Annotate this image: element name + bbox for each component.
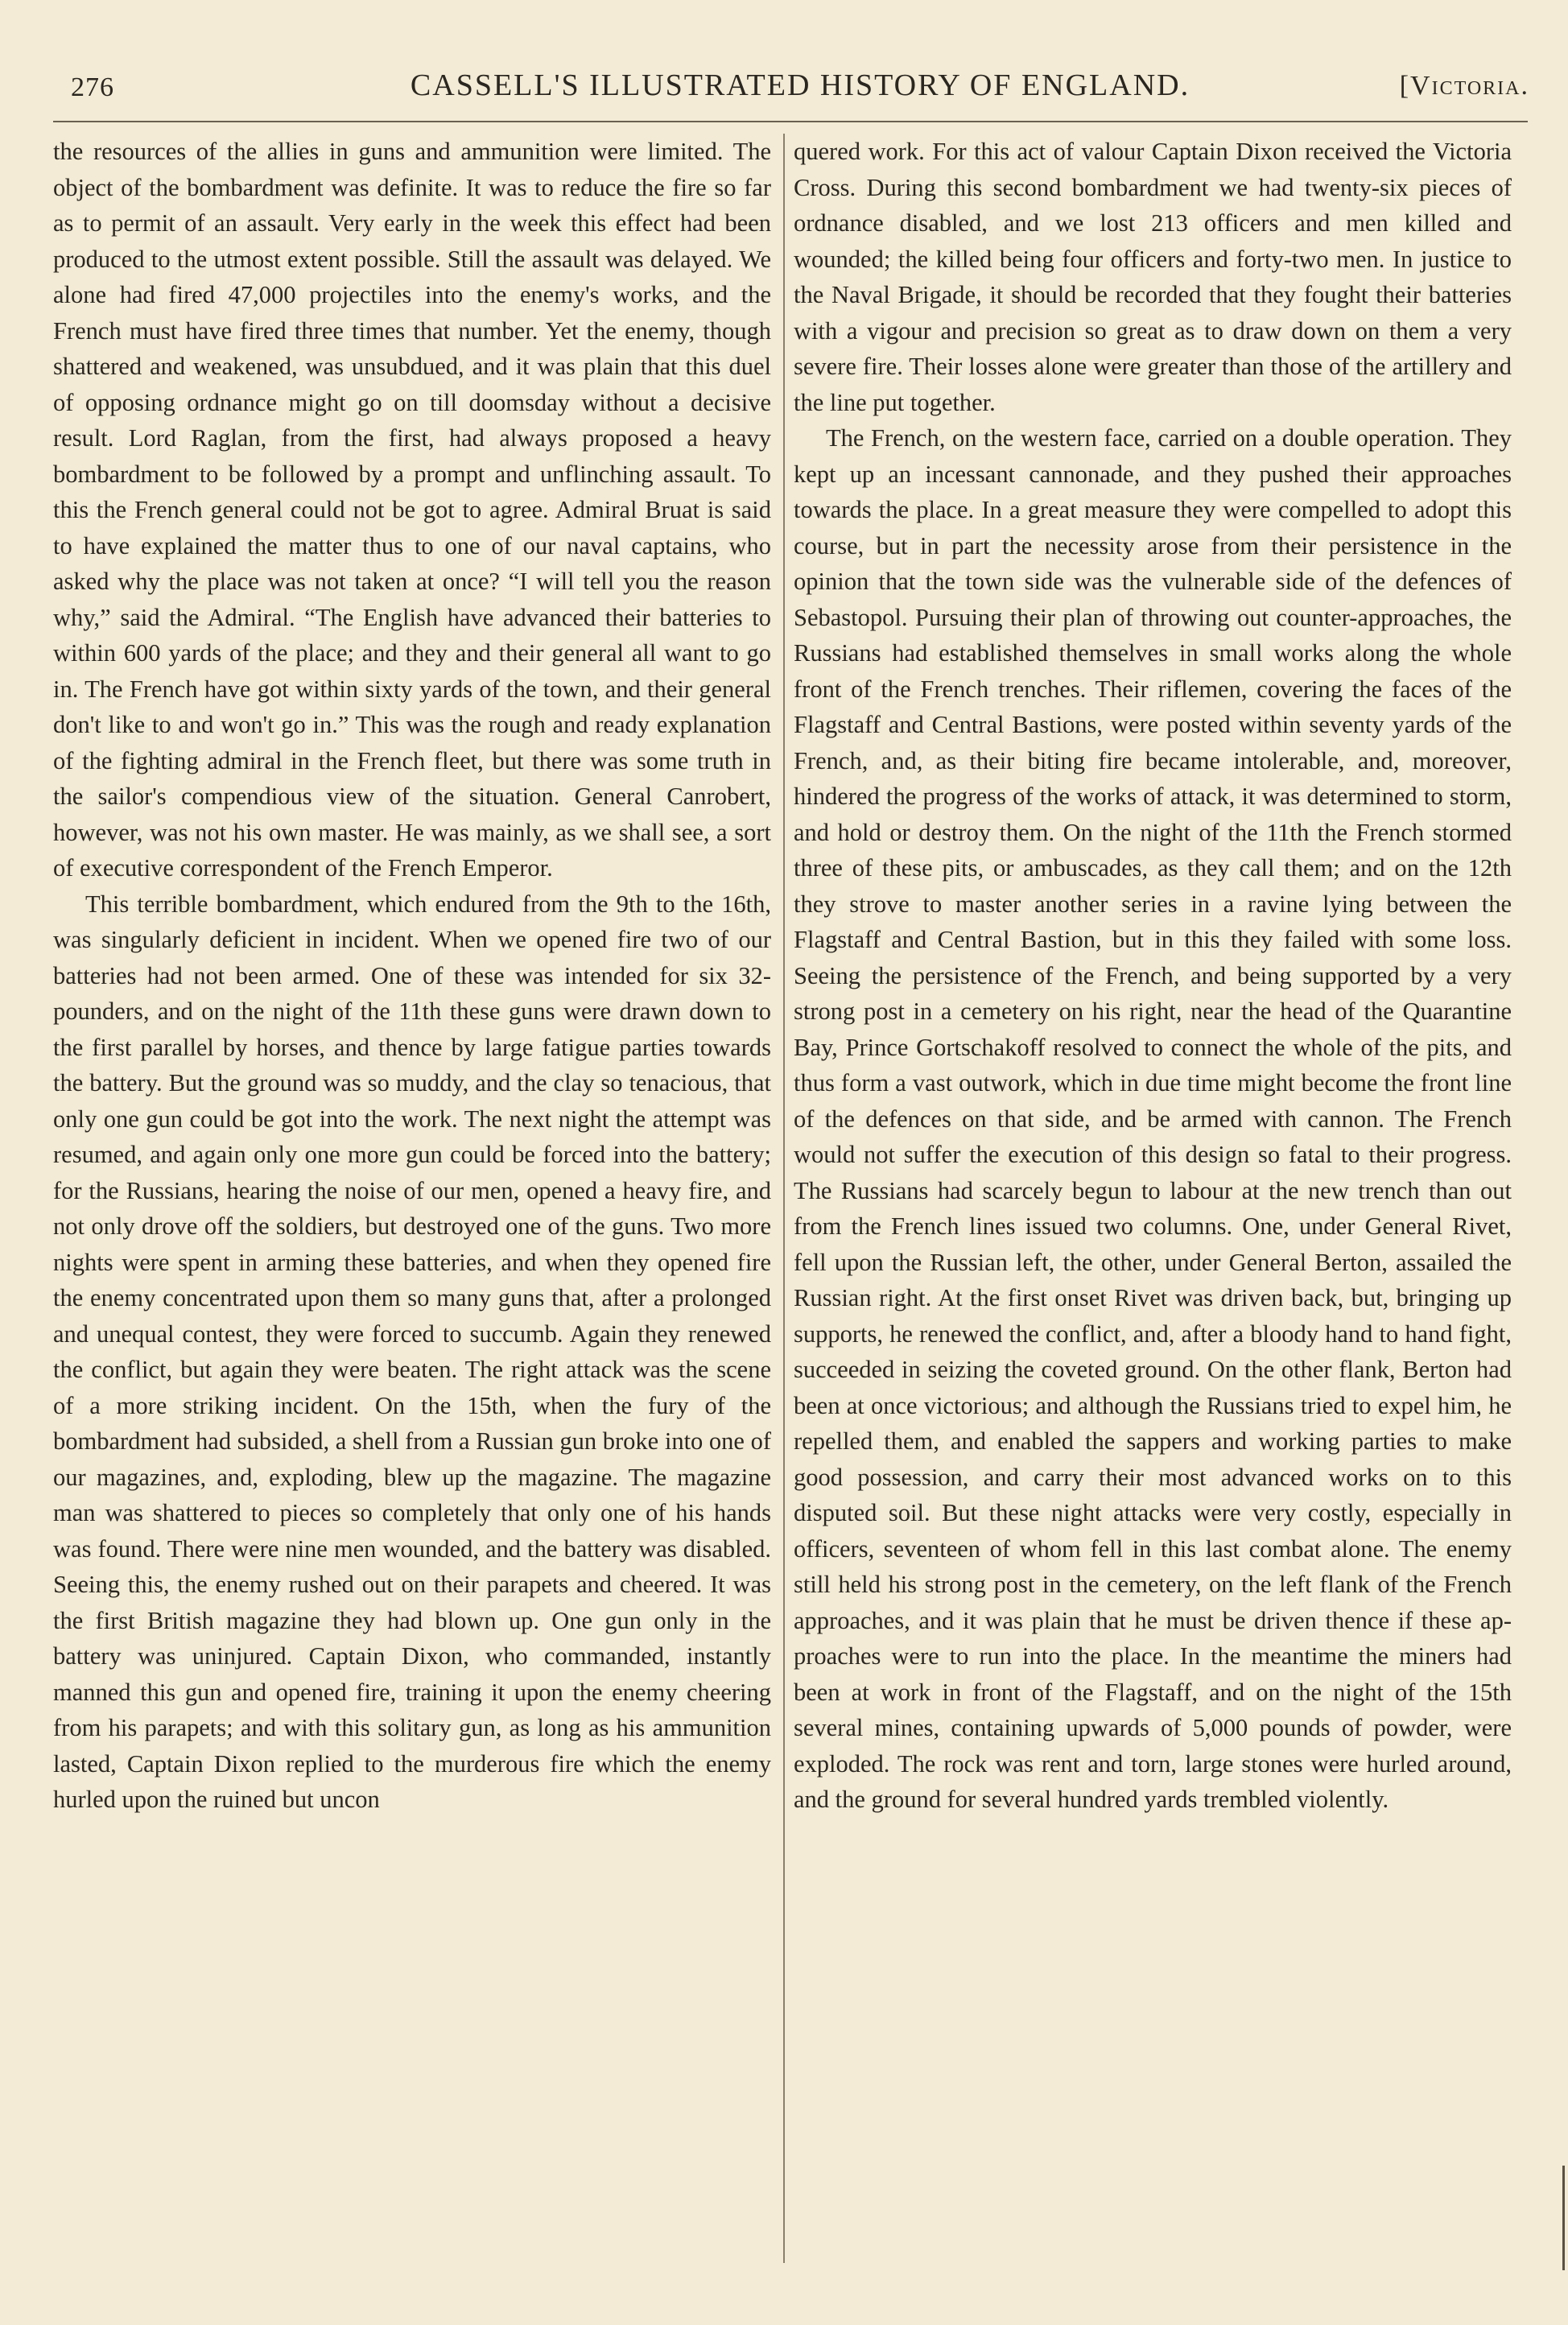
column-divider <box>783 134 785 2263</box>
running-header <box>71 68 1529 116</box>
running-section: [Victoria. <box>1399 71 1529 101</box>
left-column <box>53 134 771 1818</box>
left-paragraph-2: This terrible bombardment, which endured from the 9th to the 16th, was singularly deficient in incident. When we opened fire two of our batteries had not been armed. One of these was intended for six 32-pounders, and on the night of the 11th these guns were drawn down to the first parallel by horses, and thence by large fatigue parties towards the battery. But the ground was so muddy, and the clay so tenacious, that only one gun could be got into the work. The next night the attempt was resumed, and again only one more gun could be forced into the battery; for the Russians, hearing the noise of our men, opened a heavy fire, and not only drove off the soldiers, but destroyed one of the guns. Two more nights were spent in arming these batteries, and when they opened fire the enemy concentrated upon them so many guns that, after a prolonged and unequal contest, they were forced to succumb. Again they renewed the conflict, but again they were beaten. The right attack was the scene of a more striking incident. On the 15th, when the fury of the bombardment had subsided, a shell from a Russian gun broke into one of our magazines, and, exploding, blew up the magazine. The magazine man was shattered to pieces so completely that only one of his hands was found. There were nine men wounded, and the battery was disabled. Seeing this, the enemy rushed out on their parapets and cheered. It was the first British magazine they had blown up. One gun only in the battery was uninjured. Captain Dixon, who commanded, instantly manned this gun and opened fire, training it upon the enemy cheering from his parapets; and with this solitary gun, as long as his ammunition lasted, Captain Dixon replied to the murderous fire which the enemy hurled upon the ruined but uncon <box>53 890 771 1813</box>
page-edge-mark <box>1562 2166 1565 2270</box>
page-number: 276 <box>71 72 114 102</box>
running-title: CASSELL'S ILLUSTRATED HISTORY OF ENGLAND. <box>410 68 1190 102</box>
right-column <box>794 134 1512 1818</box>
right-paragraph-2: The French, on the western face, carried on a double operation. They kept up an incessant cannonade, and they pushed their approaches towards the place. In a great measure they were compelled to adopt this course, but in part the necessity arose from their persistence in the opinion that the town side was the vulnerable side of the defences of Sebastopol. Pursuing their plan of throwing out counter-approaches, the Russians had established themselves in small works along the whole front of the French trenches. Their riflemen, covering the faces of the Flagstaff and Central Bastions, were posted within seventy yards of the French, and, as their biting fire became intolerable, and, moreover, hindered the progress of the works of attack, it was determined to storm, and hold or destroy them. On the night of the 11th the French stormed three of these pits, or ambuscades, as they call them; and on the 12th they strove to master another series in a ravine lying between the Flagstaff and Central Bastion, but in this they failed with some loss. Seeing the persistence of the French, and being supported by a very strong post in a cemetery on his right, near the head of the Quarantine Bay, Prince Gortschakoff resolved to connect the whole of the pits, and thus form a vast outwork, which in due time might become the front line of the defences on that side, and be armed with cannon. The French would not suffer the execution of this design so fatal to their progress. The Russians had scarcely begun to labour at the new trench than out from the French lines issued two columns. One, under General Rivet, fell upon the Russian left, the other, under General Berton, assailed the Russian right. At the first onset Rivet was driven back, but, bringing up supports, he renewed the conflict, and, after a bloody hand to hand fight, succeeded in seizing the coveted ground. On the other flank, Berton had been at once victorious; and although the Russians tried to expel him, he repelled them, and enabled the sappers and working parties to make good possession, and carry their most advanced works on to this disputed soil. But these night attacks were very costly, especially in officers, seventeen of whom fell in this last combat alone. The enemy still held his strong post in the cemetery, on the left flank of the French approaches, and it was plain that he must be driven thence if these approaches were to run into the place. In the meantime the miners had been at work in front of the Flagstaff, and on the night of the 15th several mines, containing upwards of 5,000 pounds of powder, were exploded. The rock was rent and torn, large stones were hurled around, and the ground for several hundred yards trembled violently. <box>794 424 1512 1813</box>
header-rule <box>53 121 1528 122</box>
right-paragraph-1: quered work. For this act of valour Captain Dixon received the Victoria Cross. During this second bombardment we had twenty-six pieces of ordnance disabled, and we lost 213 officers and men killed and wounded; the killed being four officers and forty-two men. In justice to the Naval Brigade, it should be recorded that they fought their batteries with a vigour and precision so great as to draw down on them a very severe fire. Their losses alone were greater than those of the artillery and the line put together. <box>794 138 1512 416</box>
left-paragraph-1: the resources of the allies in guns and ammunition were limited. The object of the bombardment was definite. It was to reduce the fire so far as to permit of an assault. Very early in the week this effect had been produced to the utmost extent possible. Still the assault was delayed. We alone had fired 47,000 projectiles into the enemy's works, and the French must have fired three times that number. Yet the enemy, though shattered and weakened, was unsubdued, and it was plain that this duel of opposing ordnance might go on till doomsday without a decisive result. Lord Raglan, from the first, had always proposed a heavy bombardment to be followed by a prompt and unflinching assault. To this the French general could not be got to agree. Admiral Bruat is said to have explained the matter thus to one of our naval captains, who asked why the place was not taken at once? “I will tell you the reason why,” said the Admiral. “The English have advanced their batteries to within 600 yards of the place; and they and their general all want to go in. The French have got within sixty yards of the town, and their general don't like to and won't go in.” This was the rough and ready explanation of the fighting admiral in the French fleet, but there was some truth in the sailor's compendious view of the situation. General Canrobert, however, was not his own master. He was mainly, as we shall see, a sort of executive correspondent of the French Emperor. <box>53 138 771 882</box>
